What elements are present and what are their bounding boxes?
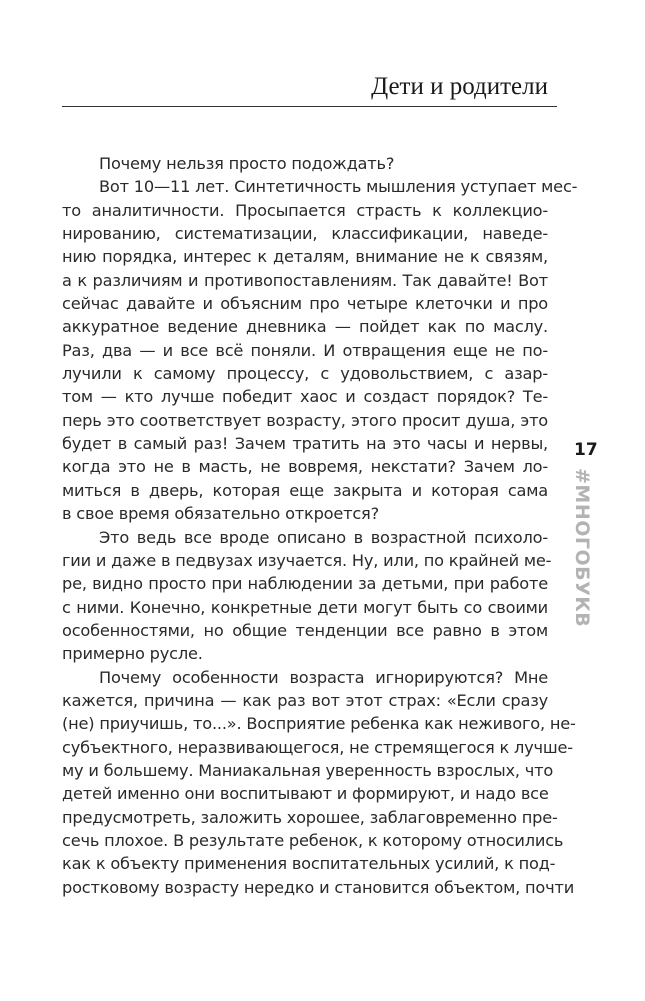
paragraph — [62, 175, 578, 525]
text-line: а к различиям и противопоставлениям. Так давайте! Вот — [62, 270, 548, 290]
body-text — [62, 152, 578, 899]
text-line: когда это не в масть, не вовремя, некстати? Зачем ло- — [62, 457, 548, 477]
series-hashtag: #МНОГОБУКВ — [571, 468, 593, 628]
text-line: особенностями, но общие тенденции все равно в этом — [62, 620, 548, 640]
header-rule — [62, 106, 557, 107]
text-line: субъектного, неразвивающегося, не стремящегося к лучше- — [62, 737, 573, 757]
text-line: том — кто лучше победит хаос и создаст порядок? Те- — [62, 387, 548, 407]
text-line: ростковому возрасту нередко и становится объектом, почти — [62, 877, 575, 897]
text-line: Вот 10—11 лет. Синтетичность мышления уступает мес- — [99, 177, 578, 197]
text-line: ре, видно просто при наблюдении за детьми, при работе — [62, 574, 548, 594]
text-line: примерно русле. — [62, 644, 203, 664]
page-number: 17 — [574, 440, 598, 460]
running-head: Дети и родители — [371, 73, 548, 100]
text-line: в свое время обязательно откроется? — [62, 504, 379, 524]
text-line: лучили к самому процессу, с удовольствием, с азар- — [62, 364, 548, 384]
text-line: Раз, два — и все всё поняли. И отвращения еще не по- — [62, 340, 548, 360]
text-line: сейчас давайте и объясним про четыре клеточки и про — [62, 294, 548, 314]
text-line: аккуратное ведение дневника — пойдет как по маслу. — [62, 317, 548, 337]
paragraph — [62, 152, 548, 175]
text-line: нию порядка, интерес к деталям, внимание не к связям, — [62, 247, 548, 267]
text-line: (не) приучишь, то...». Восприятие ребенка как неживого, не- — [62, 714, 576, 734]
text-line: будет в самый раз! Зачем тратить на это часы и нервы, — [62, 434, 548, 454]
text-line: гии и даже в педвузах изучается. Ну, или, по крайней ме- — [62, 550, 552, 570]
text-line: Почему особенности возраста игнорируются? Мне — [99, 667, 548, 687]
text-line: Почему нельзя просто подождать? — [99, 154, 395, 173]
text-line: сечь плохое. В результате ребенок, к которому относились — [62, 830, 564, 850]
text-line: му и большему. Маниакальная уверенность взрослых, что — [62, 760, 554, 780]
text-line: предусмотреть, заложить хорошее, заблаговременно пре- — [62, 807, 558, 827]
text-line: как к объекту применения воспитательных усилий, к под- — [62, 854, 556, 874]
text-line: нированию, систематизации, классификации, наведе- — [62, 224, 548, 244]
text-line: кажется, причина — как раз вот этот страх: «Если сразу — [62, 690, 548, 710]
text-line: Это ведь все вроде описано в возрастной психоло- — [99, 527, 548, 547]
text-line: то аналитичности. Просыпается страсть к коллекцио- — [62, 200, 548, 220]
paragraph — [62, 526, 552, 666]
text-line: миться в дверь, которая еще закрыта и которая сама — [62, 480, 548, 500]
paragraph — [62, 666, 576, 899]
text-line: перь это соответствует возрасту, этого просит душа, это — [62, 410, 548, 430]
text-line: с ними. Конечно, конкретные дети могут быть со своими — [62, 597, 548, 617]
text-line: детей именно они воспитывают и формируют, и надо все — [62, 784, 549, 804]
